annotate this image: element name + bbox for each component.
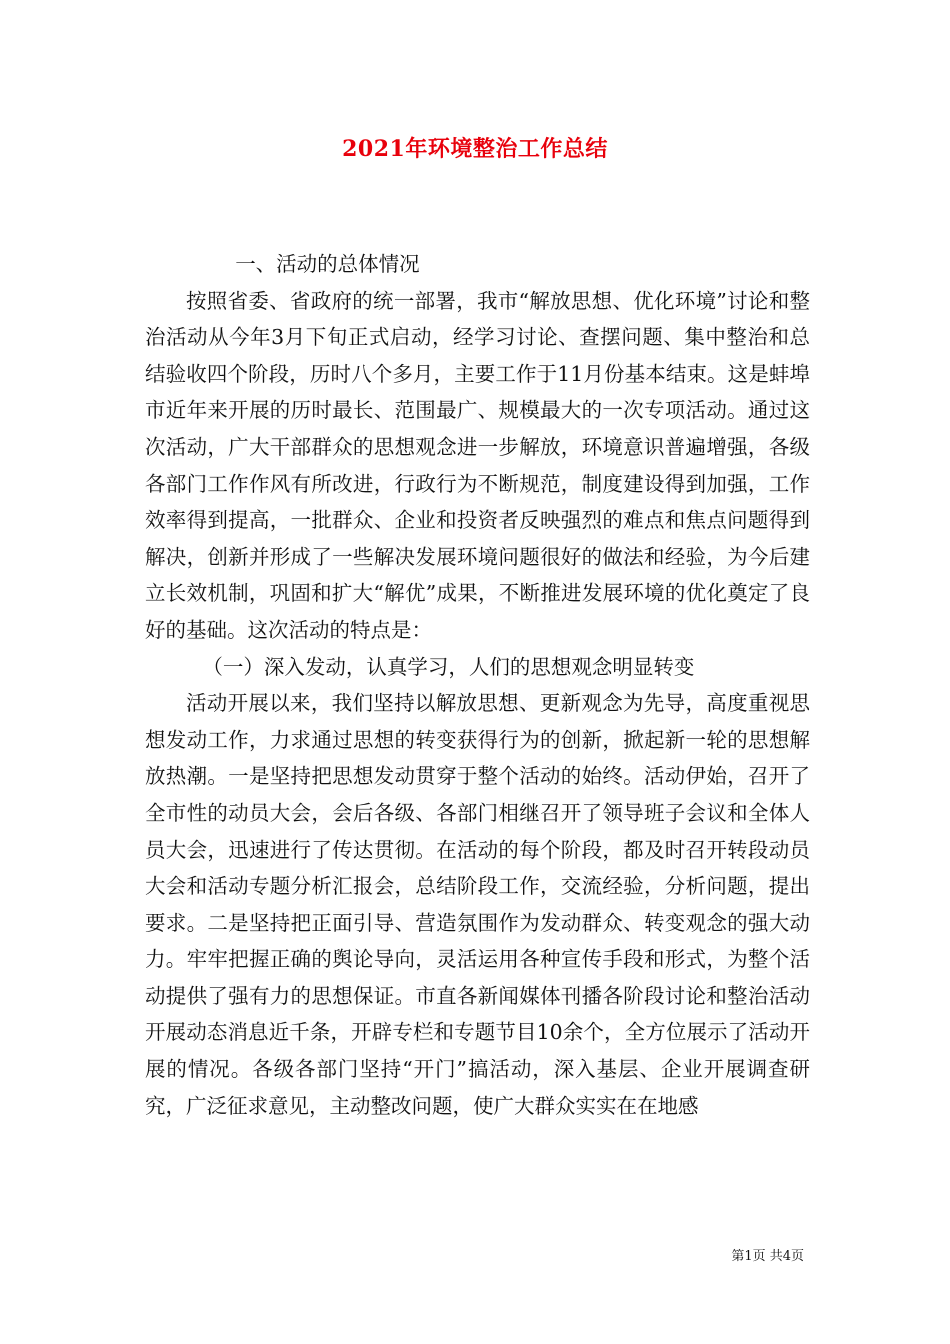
document-title: 2021年环境整治工作总结: [342, 136, 608, 162]
subsection-heading-1: （一）深入发动，认真学习，人们的思想观念明显转变: [202, 654, 695, 679]
paragraph-overview: 按照省委、省政府的统一部署，我市“解放思想、优化环境”讨论和整治活动从今年3月下旬正式启动，经学习讨论、查摆问题、集中整治和总结验收四个阶段，历时八个多月，主要工作于11月份基本结束。这是蚌埠市近年来开展的历时最长、范围最广、规模最大的一次专项活动。通过这次活动，广大干部群众的思想观念进一步解放，环境意识普遍增强，各级各部门工作作风有所改进，行政行为不断规范，制度建设得到加强，工作效率得到提高，一批群众、企业和投资者反映强烈的难点和焦点问题得到解决，创新并形成了一些解决发展环境问题很好的做法和经验，为今后建立长效机制，巩固和扩大“解优”成果，不断推进发展环境的优化奠定了良好的基础。这次活动的特点是：: [145, 288, 810, 642]
section-heading-1: 一、活动的总体情况: [235, 252, 420, 276]
paragraph-mobilization: 活动开展以来，我们坚持以解放思想、更新观念为先导，高度重视思想发动工作，力求通过思想的转变获得行为的创新，掀起新一轮的思想解放热潮。一是坚持把思想发动贯穿于整个活动的始终。活动伊始，召开了全市性的动员大会，会后各级、各部门相继召开了领导班子会议和全体人员大会，迅速进行了传达贯彻。在活动的每个阶段，都及时召开转段动员大会和活动专题分析汇报会，总结阶段工作，交流经验，分析问题，提出要求。二是坚持把正面引导、营造氛围作为发动群众、转变观念的强大动力。牢牢把握正确的舆论导向，灵活运用各种宣传手段和形式，为整个活动提供了强有力的思想保证。市直各新闻媒体刊播各阶段讨论和整治活动开展动态消息近千条，开辟专栏和专题节目10余个，全方位展示了活动开展的情况。各级各部门坚持“开门”搞活动，深入基层、企业开展调查研究，广泛征求意见，主动整改问题，使广大群众实实在在地感: [145, 691, 810, 1118]
document-body: [145, 246, 810, 1124]
page-number-footer: 第1页 共4页: [731, 1249, 804, 1264]
